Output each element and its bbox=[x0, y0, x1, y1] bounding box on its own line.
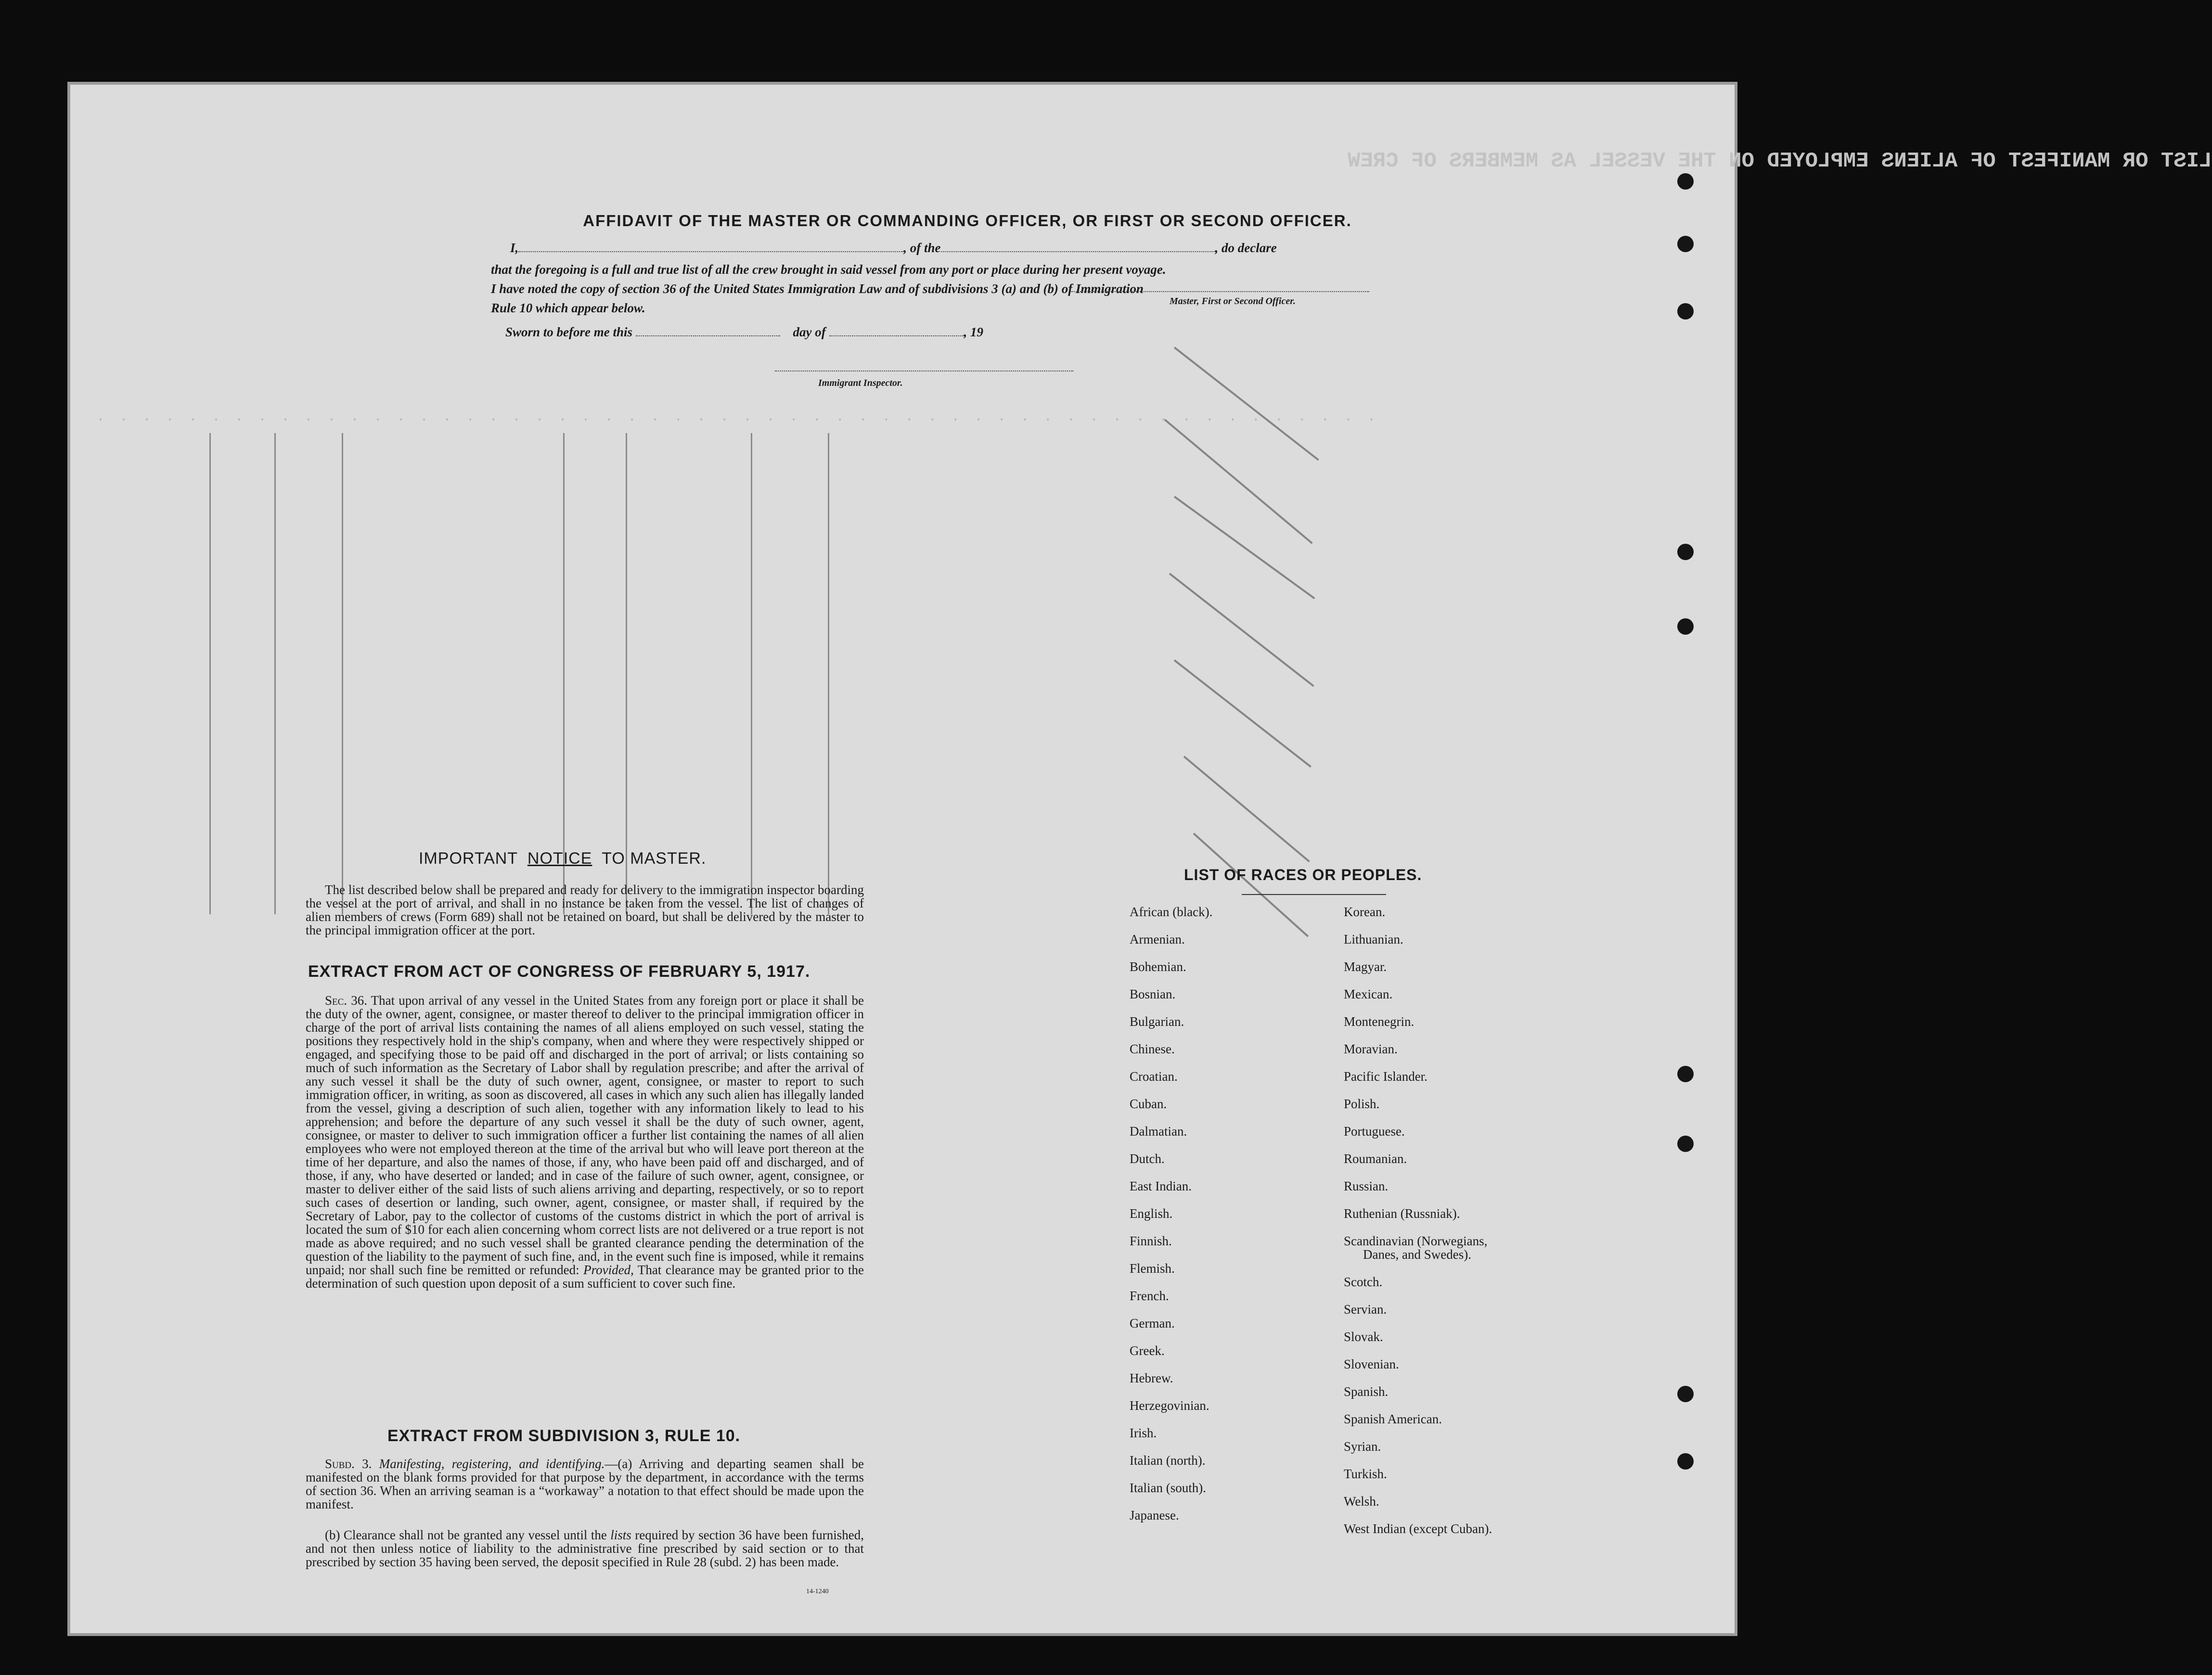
race-item: Russian. bbox=[1344, 1179, 1389, 1193]
sworn-day-blank bbox=[636, 335, 780, 336]
races-title: LIST OF RACES OR PEOPLES. bbox=[1184, 866, 1422, 883]
sworn-line bbox=[505, 325, 983, 340]
race-item: Roumanian. bbox=[1344, 1151, 1407, 1166]
bleed-through-rule bbox=[563, 433, 565, 914]
section-36-text: That upon arrival of any vessel in the United States from any foreign port or place it shall be the duty of the owner, agent, consignee, or master thereof to deliver to the principal immigration officer in charge of the port of arrival lists containing the names of all aliens employed on such vessel, stating the positions they respectively hold in the ship's company, when and where they were respectively shipped or engaged, and specifying those to be paid off and discharged in the port of arrival; or lists containing so much of such information as the Secretary of Labor shall by regulation prescribe; and after the arrival of any such vessel it shall be the duty of such owner, agent, consignee, or master to report to such immigration officer, in writing, as soon as discovered, all cases in which any such alien has illegally landed from the vessel, giving a description of such alien, together with any information likely to lead to his apprehension; and before the departure of any such vessel it shall be the duty of such owner, agent, consignee, or master to deliver to such immigration officer a further list containing the names of all alien employees who were not employed thereon at the time of the arrival but who will leave port thereon at the time of her departure, and also the names of those, if any, who have been paid off and discharged, and of those, if any, who have deserted or landed; and in case of the failure of such owner, agent, consignee, or master to deliver either of the said lists of such aliens arriving and departing, respectively, or so to report such cases of desertion or landing, such owner, agent, consignee, or master shall, if required by the Secretary of Labor, pay to the collector of customs of the customs district in which the port of arrival is located the sum of $10 for each alien concerning whom correct lists are not delivered or a true report is not made as above required; and no such vessel shall be granted clearance pending the determination of the question of the liability to the payment of such fine, and, in the event such fine is imposed, while it remains unpaid; nor shall such fine be remitted or refunded: bbox=[306, 993, 864, 1277]
bleed-through-rule bbox=[274, 433, 276, 914]
subd-label: Subd. 3. bbox=[325, 1457, 372, 1471]
notice-title-underlined: NOTICE bbox=[527, 849, 592, 868]
race-item: Ruthenian (Russniak). bbox=[1344, 1206, 1460, 1221]
bleed-through-rule bbox=[626, 433, 627, 914]
race-item: Portuguese. bbox=[1344, 1124, 1405, 1138]
pencil-mark bbox=[1174, 659, 1312, 767]
extract-act-body bbox=[306, 994, 864, 1290]
race-item: Italian (north). bbox=[1130, 1453, 1206, 1468]
extract-rule-title: EXTRACT FROM SUBDIVISION 3, RULE 10. bbox=[387, 1427, 741, 1445]
pencil-mark bbox=[1174, 346, 1319, 460]
race-item: Spanish. bbox=[1344, 1384, 1389, 1399]
affidavit-declaration-line bbox=[510, 241, 1449, 256]
extract-act-title: EXTRACT FROM ACT OF CONGRESS OF FEBRUARY 5, 1917. bbox=[308, 962, 810, 981]
binder-hole-icon bbox=[1677, 303, 1694, 320]
pencil-mark bbox=[1169, 573, 1314, 687]
race-item: Dutch. bbox=[1130, 1151, 1165, 1166]
race-item: Slovak. bbox=[1344, 1330, 1383, 1344]
master-signature-line bbox=[1071, 291, 1369, 292]
subd-para-b-tail: required by section 36 have been furnished, and not then unless notice of liability to the administrative fine prescribed by said section or to that prescribed by section 35 having been served, the deposit specified in Rule 28 (subd. 2) has been made. bbox=[306, 1528, 864, 1569]
race-item: Servian. bbox=[1344, 1302, 1387, 1317]
race-item: East Indian. bbox=[1130, 1179, 1192, 1193]
race-item: African (black). bbox=[1130, 905, 1213, 919]
race-item: West Indian (except Cuban). bbox=[1344, 1522, 1492, 1536]
subd-heading: Manifesting, registering, and identifying. bbox=[379, 1457, 605, 1471]
race-item: Finnish. bbox=[1130, 1234, 1172, 1248]
sworn-month-blank bbox=[829, 335, 964, 336]
binder-hole-icon bbox=[1677, 1136, 1694, 1152]
race-item: Cuban. bbox=[1130, 1097, 1167, 1111]
race-item: Syrian. bbox=[1344, 1439, 1381, 1454]
vessel-name-blank bbox=[941, 251, 1215, 252]
race-item: Korean. bbox=[1344, 905, 1386, 919]
pencil-mark bbox=[1193, 833, 1309, 937]
extract-rule-para-b bbox=[306, 1528, 864, 1569]
extract-rule-para-a bbox=[306, 1457, 864, 1511]
race-item: Danes, and Swedes). bbox=[1363, 1247, 1471, 1262]
form-number: 14-1240 bbox=[806, 1588, 829, 1595]
subd-para-b-lists: lists bbox=[610, 1528, 631, 1542]
affidavit-of-the-label: , of the bbox=[903, 241, 941, 255]
binder-hole-icon bbox=[1677, 1066, 1694, 1082]
affidavit-line-2: that the foregoing is a full and true list of all the crew brought in said vessel from any port or place during her present voyage. bbox=[491, 262, 1166, 277]
race-item: Armenian. bbox=[1130, 932, 1185, 946]
race-item: Dalmatian. bbox=[1130, 1124, 1187, 1138]
master-signature-caption: Master, First or Second Officer. bbox=[1170, 296, 1296, 307]
bleed-through-rule bbox=[751, 433, 752, 914]
binder-hole-icon bbox=[1677, 173, 1694, 190]
race-item: Polish. bbox=[1344, 1097, 1380, 1111]
race-item: Chinese. bbox=[1130, 1042, 1175, 1056]
affidavit-i-label: I, bbox=[510, 241, 519, 255]
race-item: Flemish. bbox=[1130, 1261, 1175, 1276]
day-of-label: day of bbox=[793, 325, 826, 339]
race-item: Italian (south). bbox=[1130, 1481, 1206, 1495]
year-label: , 19 bbox=[964, 325, 984, 339]
binder-hole-icon bbox=[1677, 1386, 1694, 1402]
race-item: Bulgarian. bbox=[1130, 1014, 1184, 1029]
binder-hole-icon bbox=[1677, 618, 1694, 635]
bleed-through-rule bbox=[828, 433, 829, 914]
bleed-through-rule bbox=[209, 433, 211, 914]
race-item: Slovenian. bbox=[1344, 1357, 1399, 1371]
pencil-mark bbox=[1174, 496, 1315, 599]
race-item: Pacific Islander. bbox=[1344, 1069, 1428, 1084]
subd-para-b-lead: (b) Clearance shall not be granted any vessel until the bbox=[325, 1528, 607, 1542]
race-item: Irish. bbox=[1130, 1426, 1157, 1440]
subd-para-a-text: —(a) Arriving and departing seamen shall be manifested on the blank forms provided for that purpose by the department, in accordance with the terms of section 36. When an arriving seaman is a “workaway” a notation to that effect should be made upon the manifest. bbox=[306, 1457, 864, 1511]
race-item: French. bbox=[1130, 1289, 1169, 1303]
binder-hole-icon bbox=[1677, 236, 1694, 252]
notice-body: The list described below shall be prepared and ready for delivery to the immigration inspector boarding the vessel at the port of arrival, and shall in no instance be taken from the vessel. The list of changes of alien members of crews (Form 689) shall not be retained on board, but shall be delivered by the master to the principal immigration officer at the port. bbox=[306, 882, 864, 937]
race-item: English. bbox=[1130, 1206, 1173, 1221]
affidavit-title: AFFIDAVIT OF THE MASTER OR COMMANDING OFFICER, OR FIRST OR SECOND OFFICER. bbox=[583, 212, 1352, 230]
race-item: Japanese. bbox=[1130, 1508, 1179, 1522]
race-item: Montenegrin. bbox=[1344, 1014, 1415, 1029]
race-item: Welsh. bbox=[1344, 1494, 1379, 1509]
document-page bbox=[67, 82, 2212, 1636]
inspector-signature-caption: Immigrant Inspector. bbox=[818, 378, 903, 388]
race-item: Mexican. bbox=[1344, 987, 1393, 1001]
race-item: Scandinavian (Norwegians, bbox=[1344, 1234, 1488, 1248]
bleed-through-rule bbox=[342, 433, 343, 914]
race-item: Greek. bbox=[1130, 1343, 1165, 1358]
bleed-through-text: LIST OR MANIFEST OF ALIENS EMPLOYED ON THE VESSEL AS MEMBERS OF CREW bbox=[1348, 149, 2212, 173]
race-item: Spanish American. bbox=[1344, 1412, 1442, 1426]
race-item: Bosnian. bbox=[1130, 987, 1176, 1001]
binder-hole-icon bbox=[1677, 1453, 1694, 1470]
race-item: German. bbox=[1130, 1316, 1175, 1330]
bleed-through-columns: . . . . . . . . . . . . . . . . . . . . . . . . . . . . . . . . . . . . . . . . . . . . . . . . . . . . . . . . bbox=[96, 409, 1379, 425]
section-36-tail: That clearance may be granted prior to the determination of such question upon deposit of a sum sufficient to cover such fine. bbox=[306, 1263, 864, 1291]
officer-name-blank bbox=[518, 251, 903, 252]
notice-title-lead: IMPORTANT bbox=[419, 849, 518, 868]
race-item: Bohemian. bbox=[1130, 959, 1186, 974]
race-item: Herzegovinian. bbox=[1130, 1398, 1209, 1413]
notice-title-tail: TO MASTER. bbox=[602, 849, 707, 868]
race-item: Turkish. bbox=[1344, 1467, 1387, 1481]
race-item: Hebrew. bbox=[1130, 1371, 1173, 1385]
race-item: Scotch. bbox=[1344, 1275, 1383, 1289]
race-item: Lithuanian. bbox=[1344, 932, 1403, 946]
affidavit-line-4: Rule 10 which appear below. bbox=[491, 301, 645, 315]
sworn-label: Sworn to before me this bbox=[505, 325, 633, 339]
affidavit-line-3: I have noted the copy of section 36 of the United States Immigration Law and of subdivisions 3 (a) and (b) of Immigration bbox=[491, 281, 1144, 296]
affidavit-declare-label: , do declare bbox=[1215, 241, 1277, 255]
section-label: Sec. 36. bbox=[325, 993, 367, 1008]
binder-hole-icon bbox=[1677, 544, 1694, 560]
races-title-rule bbox=[1242, 894, 1386, 895]
provided-label: Provided, bbox=[583, 1263, 634, 1277]
race-item: Moravian. bbox=[1344, 1042, 1398, 1056]
race-item: Croatian. bbox=[1130, 1069, 1178, 1084]
pencil-mark bbox=[1183, 755, 1310, 862]
notice-title bbox=[419, 849, 706, 868]
race-item: Magyar. bbox=[1344, 959, 1387, 974]
